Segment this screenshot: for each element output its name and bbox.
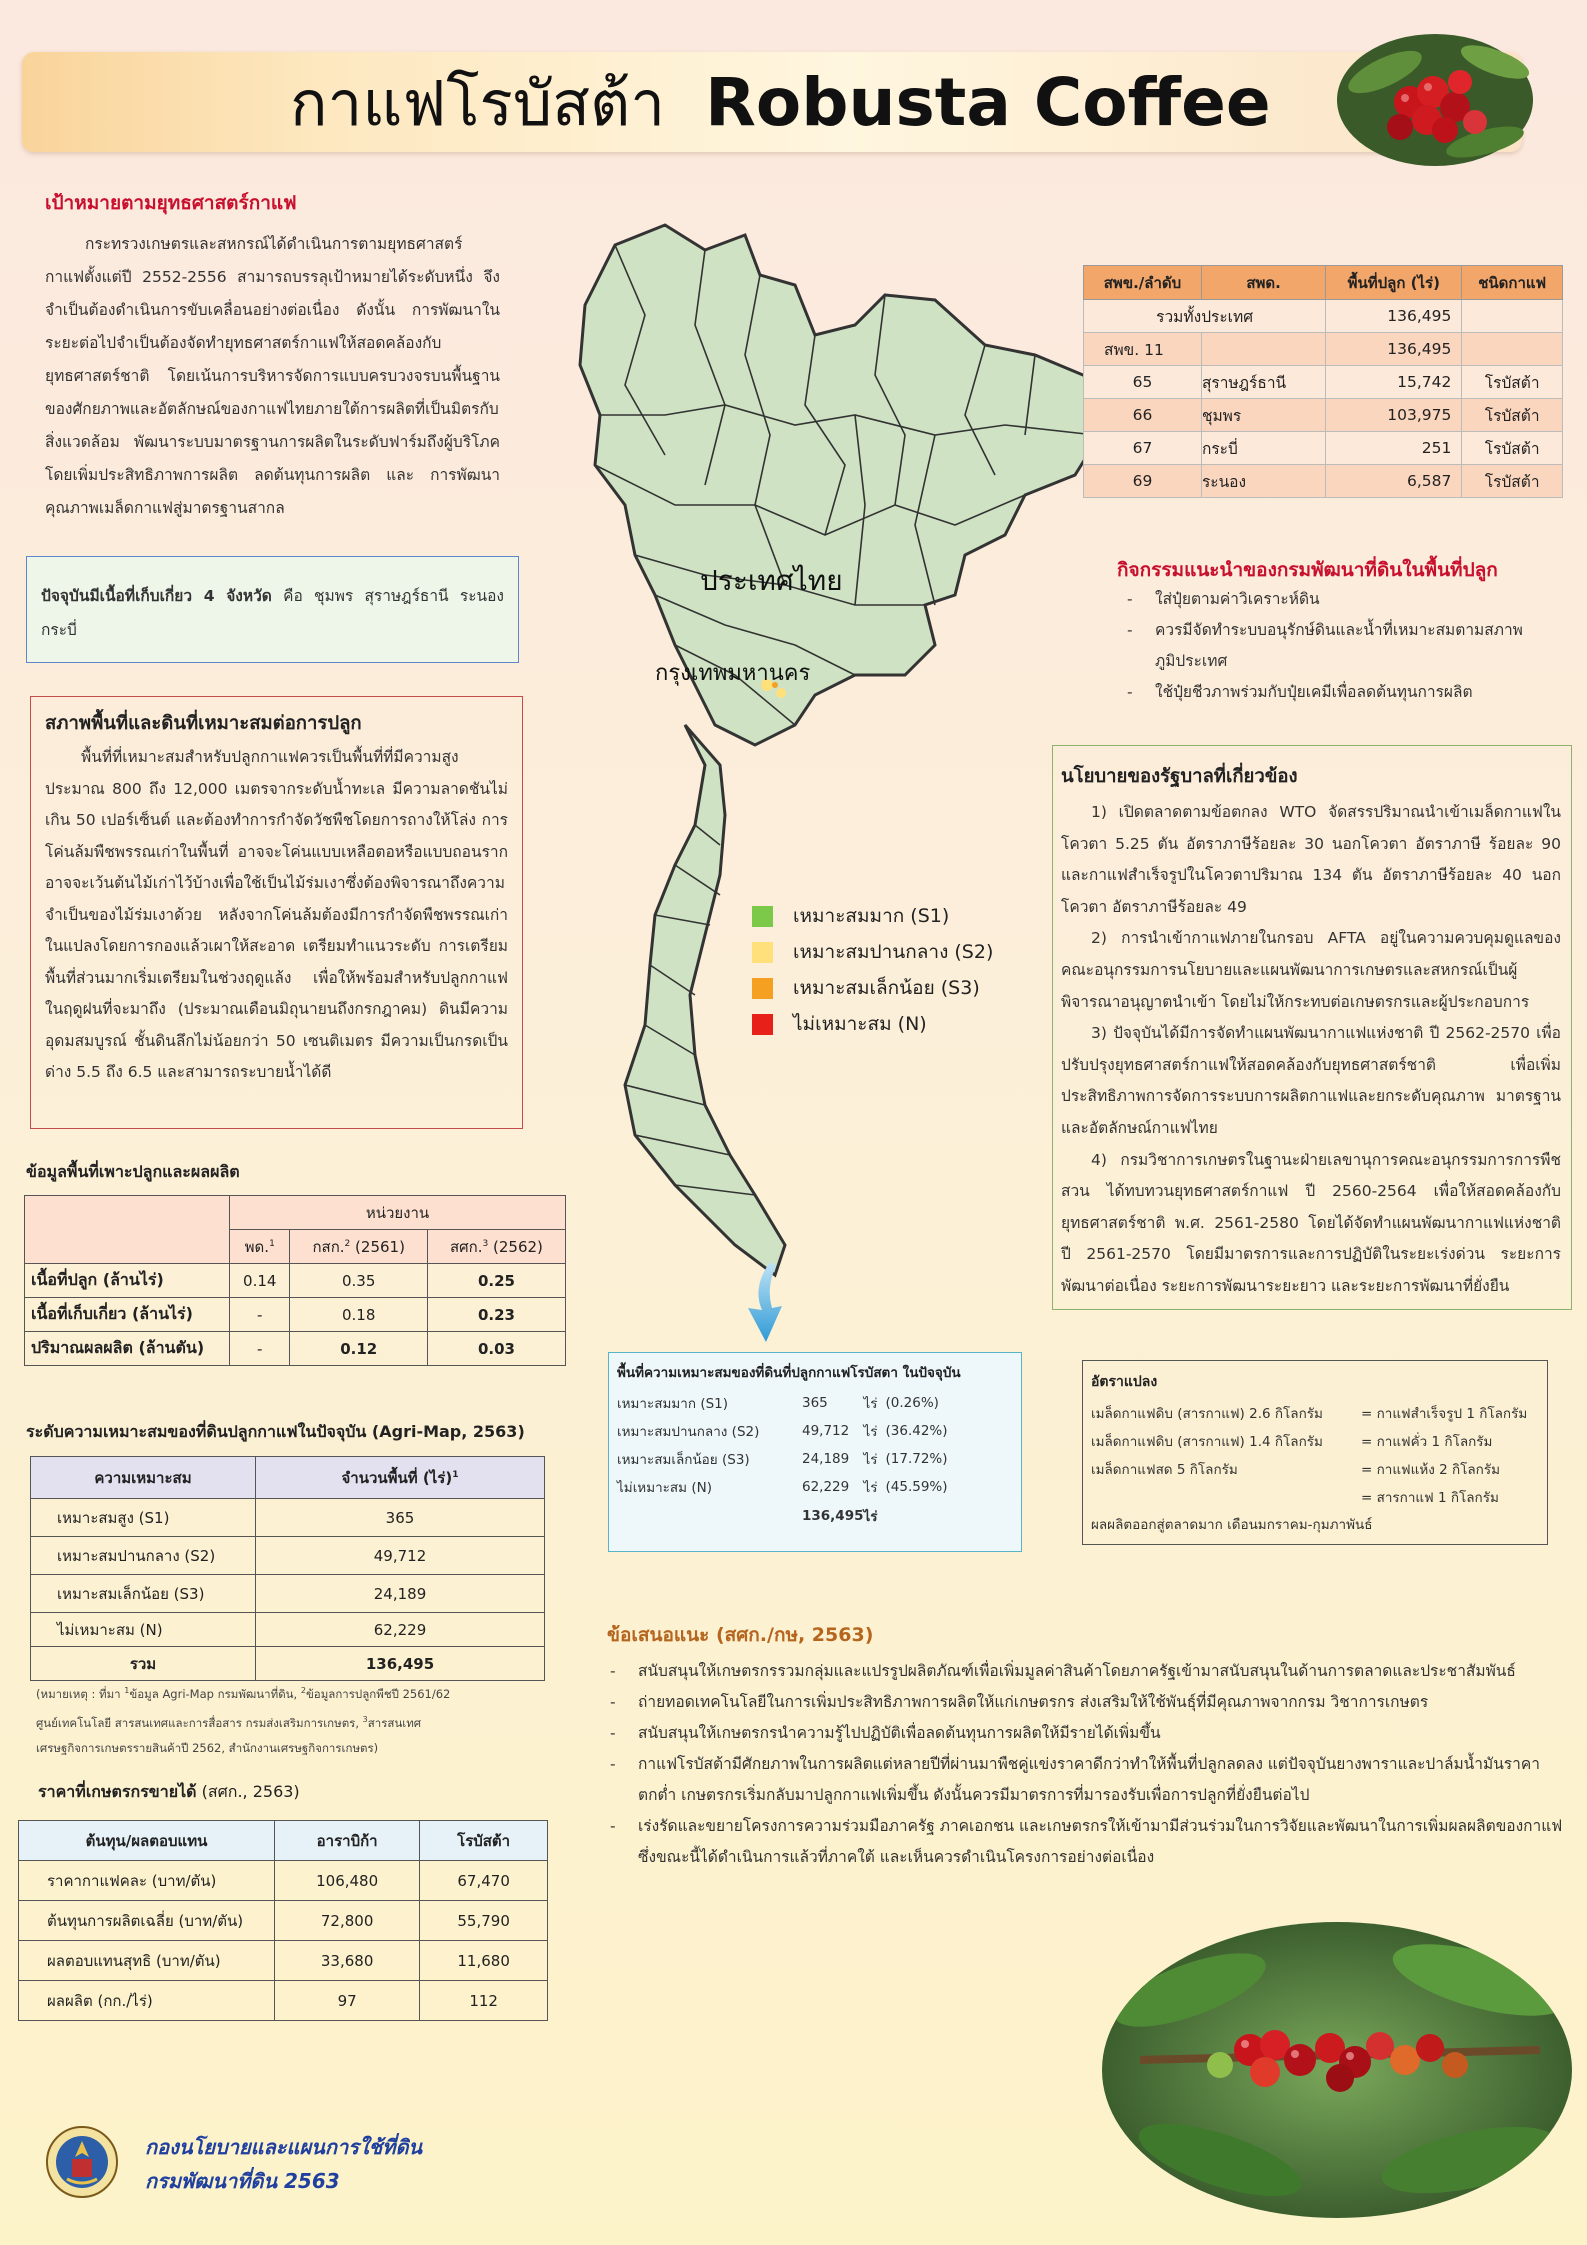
legend-swatch-n — [752, 1014, 773, 1035]
list-item: - ควรมีจัดทำระบบอนุรักษ์ดินและน้ำที่เหมาะสมตามสภาพภูมิประเทศ — [1117, 615, 1562, 677]
table-row: 69 ระนอง 6,587 โรบัสต้า — [1084, 465, 1563, 498]
table-row: เหมาะสมเล็กน้อย (S3) 24,189 ไร่ (17.72%) — [617, 1451, 948, 1468]
suitability-body: พื้นที่ที่เหมาะสมสำหรับปลูกกาแฟควรเป็นพื้นที่ที่มีความสูงประมาณ 800 ถึง 12,000 เมตรจากระดับน้ำทะเล มีความลาดชันไม่เกิน 50 เปอร์เซ็นต์ และต้องทำการกำจัดวัชพืชโดยการถางให้โล่ง การโค่นล้มพืชพรรณเก่าในพื้นที่ อาจจะโค่นแบบเหลือตอหรือแบบถอนราก อาจจะเว้นต้นไม้เก่าไว้บ้างเพื่อใช้เป็นไม้ร่มเงาซึ่งต้องพิจารณาถึงความจำเป็นของไม้ร่มเงาด้วย หลังจากโค่นล้มต้องมีการกำจัดพืชพรรณเก่าในแปลงโดยการกองแล้วเผาให้สะอาด เตรียมทำแนวระดับ การเตรียมพื้นที่ส่วนมากเริ่มเตรียมในช่วงฤดูแล้ง เพื่อให้พร้อมสำหรับปลูกกาแฟในฤดูฝนที่จะมาถึง (ประมาณเดือนมิถุนายนถึงกรกฎาคม) ดินมีความอุดมสมบูรณ์ ชั้นดินลึกไม่น้อยกว่า 50 เซนติเมตร มีความเป็นกรดเป็นด่าง 5.5 ถึง 6.5 และสามารถระบายน้ำได้ดี — [45, 748, 508, 1081]
policy-item-3: 3) ปัจจุบันได้มีการจัดทำแผนพัฒนากาแฟแห่งชาติ ปี 2562-2570 เพื่อปรับปรุงยุทธศาสตร์กาแฟให้สอดคล้องกับยุทธศาสตร์ชาติ เพื่อเพิ่มประสิทธิภาพการจัดการระบบการผลิตกาแฟและยกระดับคุณภาพ มาตรฐานและอัตลักษณ์กาแฟไทย — [1061, 1024, 1561, 1137]
recommendations-list — [600, 1656, 1570, 1873]
thailand-map — [555, 205, 1115, 1305]
conversion-table — [1091, 1399, 1527, 1511]
prov-col-type: ชนิดกาแฟ — [1462, 266, 1563, 300]
table-row: 67 กระบี่ 251 โรบัสต้า — [1084, 432, 1563, 465]
production-col2: กสก.$^2$ (2561) — [290, 1230, 427, 1264]
table-row: ผลผลิต (กก./ไร่) 97 112 — [19, 1981, 548, 2021]
footer-org — [145, 2130, 422, 2198]
table-row: ราคากาแฟคละ (บาท/ตัน) 106,480 67,470 — [19, 1861, 548, 1901]
legend-swatch-s2 — [752, 942, 773, 963]
province-table — [1083, 265, 1563, 498]
legend-swatch-s3 — [752, 978, 773, 999]
map-legend — [752, 898, 993, 1042]
production-heading: ข้อมูลพื้นที่เพาะปลูกและผลผลิต — [26, 1162, 240, 1181]
table-row: เมล็ดกาแฟดิบ (สารกาแฟ) 1.4 กิโลกรัม = กาแฟคั่ว 1 กิโลกรัม — [1091, 1434, 1493, 1450]
policy-item-2: 2) การนำเข้ากาแฟภายในกรอบ AFTA อยู่ในความควบคุมดูแลของคณะอนุกรรมการนโยบายและแผนพัฒนาการเกษตรและสหกรณ์เป็นผู้พิจารณาอนุญาตนำเข้า โดยไม่ให้กระทบต่อเกษตรกรและผู้ประกอบการ — [1061, 929, 1561, 1011]
recommendations-heading: ข้อเสนอแนะ (สศก./กษ, 2563) — [607, 1624, 874, 1646]
legend-item-s1: เหมาะสมมาก (S1) — [752, 898, 993, 934]
current-suit-heading: พื้นที่ความเหมาะสมของที่ดินที่ปลูกกาแฟโรบัสตา ในปัจจุบัน — [617, 1365, 961, 1381]
list-item: - ถ่ายทอดเทคโนโลยีในการเพิ่มประสิทธิภาพการผลิตให้แก่เกษตรกร ส่งเสริมให้ใช้พันธุ์ที่มีคุณภาพจากกรม วิชาการเกษตร — [600, 1687, 1570, 1718]
production-col3: สศก.$^3$ (2562) — [427, 1230, 565, 1264]
table-row: เมล็ดกาแฟสด 5 กิโลกรัม = กาแฟแห้ง 2 กิโลกรัม — [1091, 1462, 1501, 1478]
legend-item-s2: เหมาะสมปานกลาง (S2) — [752, 934, 993, 970]
arrow-down-icon — [740, 1262, 788, 1342]
policy-heading: นโยบายของรัฐบาลที่เกี่ยวข้อง — [1061, 766, 1298, 787]
map-land — [580, 225, 1100, 1275]
table-row-total: 136,495 ไร่ — [802, 1508, 878, 1525]
table-row: 66 ชุมพร 103,975 โรบัสต้า — [1084, 399, 1563, 432]
harvest-lead: ปัจจุบันมีเนื้อที่เก็บเกี่ยว 4 จังหวัด — [41, 587, 272, 605]
policy-item-1: 1) เปิดตลาดตามข้อตกลง WTO จัดสรรปริมาณนำเข้าเมล็ดกาแฟในโควตา 5.25 ตัน อัตราภาษีร้อยละ 30 นอกโควตา อัตราภาษี ร้อยละ 90 และกาแฟสำเร็จรูปในโควตาปริมาณ 134 ตัน อัตราภาษีร้อยละ 40 นอกโควตา อัตราภาษีร้อยละ 49 — [1061, 803, 1561, 916]
prices-heading: ราคาที่เกษตรกรขายได้ (สศก., 2563) — [38, 1782, 300, 1801]
agrimap-table — [30, 1456, 545, 1681]
current-suit-box — [608, 1352, 1022, 1552]
current-suit-table — [617, 1389, 948, 1531]
table-row: รวมทั้งประเทศ 136,495 — [1084, 300, 1563, 333]
map-country-label: ประเทศไทย — [700, 564, 843, 597]
harvest-box — [26, 556, 519, 663]
table-row: ปริมาณผลผลิต (ล้านตัน) - 0.12 0.03 — [25, 1332, 566, 1366]
table-row: เนื้อที่ปลูก (ล้านไร่) 0.14 0.35 0.25 — [25, 1264, 566, 1298]
harvest-text — [41, 579, 504, 647]
policy-box — [1052, 745, 1572, 1310]
prov-col-code: สพข./ลำดับ — [1084, 266, 1202, 300]
footer-line1: กองนโยบายและแผนการใช้ที่ดิน — [145, 2135, 423, 2159]
table-row: 65 สุราษฎร์ธานี 15,742 โรบัสต้า — [1084, 366, 1563, 399]
table-row: ต้นทุนการผลิตเฉลี่ย (บาท/ตัน) 72,800 55,790 — [19, 1901, 548, 1941]
prices-col3: โรบัสต้า — [420, 1821, 548, 1861]
agrimap-col1: ความเหมาะสม — [31, 1457, 256, 1499]
table-row: ผลตอบแทนสุทธิ (บาท/ตัน) 33,680 11,680 — [19, 1941, 548, 1981]
page-title — [290, 58, 1340, 148]
prov-col-area: พื้นที่ปลูก (ไร่) — [1326, 266, 1462, 300]
legend-item-s3: เหมาะสมเล็กน้อย (S3) — [752, 970, 993, 1006]
strategy-heading: เป้าหมายตามยุทธศาสตร์กาแฟ — [45, 192, 297, 214]
strategy-body: กระทรวงเกษตรและสหกรณ์ได้ดำเนินการตามยุทธศาสตร์กาแฟตั้งแต่ปี 2552-2556 สามารถบรรลุเป้าหมายได้ระดับหนึ่ง จึงจำเป็นต้องดำเนินการขับเคลื่อนอย่างต่อเนื่อง ดังนั้น การพัฒนาในระยะต่อไปจำเป็นต้องจัดทำยุทธศาสตร์กาแฟให้สอดคล้องกับยุทธศาสตร์ชาติ โดยเน้นการบริหารจัดการแบบครบวงจรบนพื้นฐานของศักยภาพและอัตลักษณ์ของกาแฟไทยภายใต้การผลิตที่เป็นมิตรกับสิ่งแวดล้อม พัฒนาระบบมาตรฐานการผลิตในระดับฟาร์มถึงผู้บริโภคโดยเพิ่มประสิทธิภาพการผลิต ลดต้นทุนการผลิต และ การพัฒนาคุณภาพเมล็ดกาแฟสู่มาตรฐานสากล — [45, 235, 500, 517]
list-item: - ใช้ปุ๋ยชีวภาพร่วมกับปุ๋ยเคมีเพื่อลดต้นทุนการผลิต — [1117, 677, 1562, 708]
prices-table — [18, 1820, 548, 2021]
legend-item-n: ไม่เหมาะสม (N) — [752, 1006, 993, 1042]
conversion-footer: ผลผลิตออกสู่ตลาดมาก เดือนมกราคม-กุมภาพันธ์ — [1091, 1517, 1373, 1533]
list-item: - กาแฟโรบัสต้ามีศักยภาพในการผลิตแต่หลายปีที่ผ่านมาพืชคู่แข่งราคาดีกว่าทำให้พื้นที่ปลูกลดลง แต่ปัจจุบันยางพาราและปาล์มน้ำมันราคาตกต่ำ เกษตรกรเริ่มกลับมาปลูกกาแฟเพิ่มขึ้น ดังนั้นควรมีมาตรการที่มารองรับเพื่อการปลูกที่ยั่งยืนต่อไป — [600, 1749, 1570, 1811]
prices-col1: ต้นทุน/ผลตอบแทน — [19, 1821, 275, 1861]
agrimap-note: (หมายเหตุ : ที่มา $^1$ข้อมูล Agri-Map กรมพัฒนาที่ดิน, $^2$ข้อมูลการปลูกพืชปี 2561/62 ศูนย์เทคโนโลยี สารสนเทศและการสื่อสาร กรมส่งเสริมการเกษตร, $^3$สารสนเทศ เศรษฐกิจการเกษตรรายสินค้าปี 2562, สำนักงานเศรษฐกิจการเกษตร) — [36, 1686, 451, 1755]
table-row-total: รวม 136,495 — [31, 1647, 545, 1681]
activities-list — [1117, 584, 1562, 708]
table-row: เหมาะสมเล็กน้อย (S3) 24,189 — [31, 1575, 545, 1613]
prov-col-name: สพด. — [1201, 266, 1325, 300]
production-group-header: หน่วยงาน — [230, 1196, 566, 1230]
table-row: เนื้อที่เก็บเกี่ยว (ล้านไร่) - 0.18 0.23 — [25, 1298, 566, 1332]
table-row: เมล็ดกาแฟดิบ (สารกาแฟ) 2.6 กิโลกรัม = กาแฟสำเร็จรูป 1 กิโลกรัม — [1091, 1406, 1528, 1422]
conversion-heading: อัตราแปลง — [1091, 1374, 1158, 1390]
table-row: เหมาะสมปานกลาง (S2) 49,712 ไร่ (36.42%) — [617, 1423, 948, 1440]
table-row: เหมาะสมมาก (S1) 365 ไร่ (0.26%) — [617, 1395, 939, 1412]
table-row: สพข. 11 136,495 — [1084, 333, 1563, 366]
table-row: ไม่เหมาะสม (N) 62,229 — [31, 1613, 545, 1647]
conversion-box — [1082, 1360, 1548, 1545]
list-item: - เร่งรัดและขยายโครงการความร่วมมือภาครัฐ ภาคเอกชน และเกษตรกรให้เข้ามามีส่วนร่วมในการวิจัยและพัฒนาในการเพิ่มผลผลิตของกาแฟ ซึ่งขณะนี้ได้ดำเนินการแล้วที่ภาคใต้ และเห็นควรดำเนินโครงการอย่างต่อเนื่อง — [600, 1811, 1570, 1873]
list-item: - สนับสนุนให้เกษตรกรรวมกลุ่มและแปรรูปผลิตภัณฑ์เพื่อเพิ่มมูลค่าสินค้าโดยภาครัฐเข้ามาสนับสนุนในด้านการตลาดและประชาสัมพันธ์ — [600, 1656, 1570, 1687]
suitability-heading: สภาพพื้นที่และดินที่เหมาะสมต่อการปลูก — [45, 713, 362, 734]
prices-col2: อาราบิก้า — [275, 1821, 420, 1861]
policy-item-4: 4) กรมวิชาการเกษตรในฐานะฝ่ายเลขานุการคณะอนุกรรมการการพืชสวน ได้ทบทวนยุทธศาสตร์กาแฟ ปี 2560-2564 เพื่อให้สอดคล้องกับยุทธศาสตร์ชาติ พ.ศ. 2561-2580 โดยได้จัดทำแผนพัฒนากาแฟแห่งชาติ ปี 2561-2570 โดยมีมาตรการและการปฏิบัติในระยะเร่งด่วน ระยะการพัฒนาต่อเนื่อง ระยะการพัฒนาระยะยาว และระยะการพัฒนาที่ยั่งยืน — [1061, 1150, 1561, 1295]
ldd-seal-logo — [45, 2125, 119, 2199]
harvest-rest: คือ ชุมพร สุราษฎร์ธานี ระนอง กระบี่ — [41, 587, 504, 639]
list-item: - สนับสนุนให้เกษตรกรนำความรู้ไปปฏิบัติเพื่อลดต้นทุนการผลิตให้มีรายได้เพิ่มขึ้น — [600, 1718, 1570, 1749]
title-thai: กาแฟโรบัสต้า — [290, 67, 666, 140]
production-table — [24, 1195, 566, 1366]
coffee-plant-photo — [1100, 1920, 1575, 2220]
table-row: = สารกาแฟ 1 กิโลกรัม — [1361, 1490, 1499, 1506]
activities-heading: กิจกรรมแนะนำของกรมพัฒนาที่ดินในพื้นที่ปลูก — [1117, 559, 1498, 581]
production-col1: พด.$^1$ — [230, 1230, 290, 1264]
legend-swatch-s1 — [752, 906, 773, 927]
list-item: - ใส่ปุ๋ยตามค่าวิเคราะห์ดิน — [1117, 584, 1562, 615]
footer-line2: กรมพัฒนาที่ดิน 2563 — [145, 2169, 340, 2193]
table-row: เหมาะสมสูง (S1) 365 — [31, 1499, 545, 1537]
table-row: ไม่เหมาะสม (N) 62,229 ไร่ (45.59%) — [617, 1479, 948, 1496]
agrimap-heading: ระดับความเหมาะสมของที่ดินปลูกกาแฟในปัจจุบัน (Agri-Map, 2563) — [26, 1422, 525, 1441]
table-row: เหมาะสมปานกลาง (S2) 49,712 — [31, 1537, 545, 1575]
production-corner — [25, 1196, 230, 1264]
suitability-box — [30, 696, 523, 1129]
agrimap-col2: จำนวนพื้นที่ (ไร่)$^1$ — [256, 1457, 545, 1499]
coffee-cherries-top-image — [1335, 32, 1535, 167]
map-capital-label: กรุงเทพมหานคร — [655, 661, 811, 686]
title-english: Robusta Coffee — [705, 64, 1271, 141]
